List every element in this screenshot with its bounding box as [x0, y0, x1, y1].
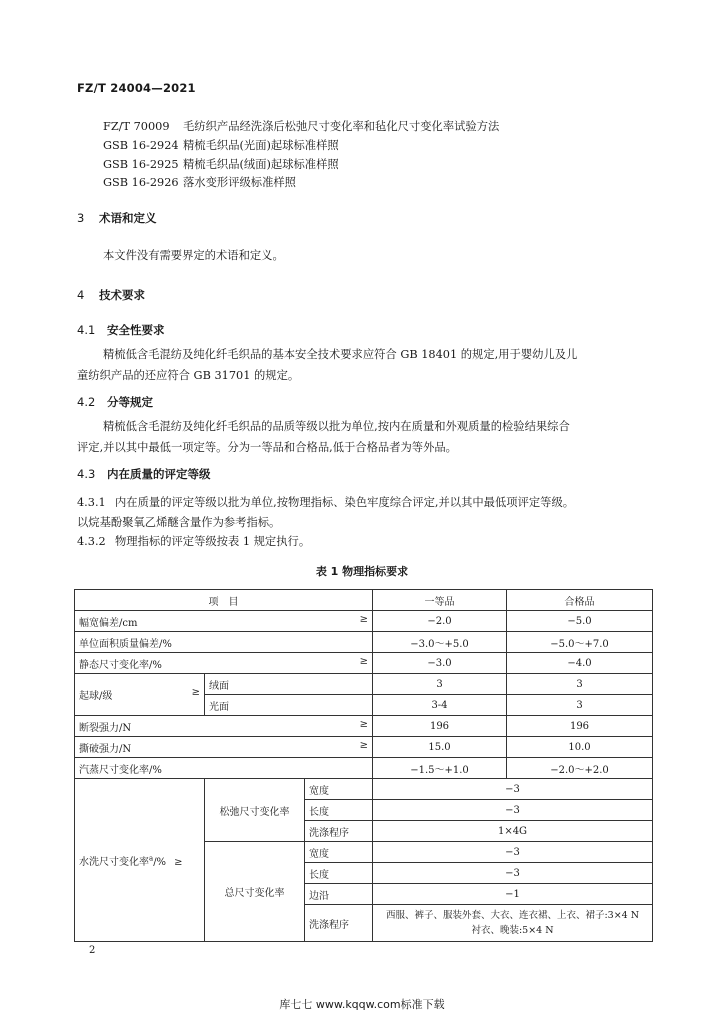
row-sublabel: 绒面	[205, 674, 373, 695]
row-label: 单位面积质量偏差/%	[75, 632, 373, 653]
cell-qualified: −4.0	[507, 653, 653, 674]
row-sublabel: 宽度	[305, 779, 373, 800]
section-3-heading: 3 术语和定义	[77, 211, 157, 225]
cell-merged: −3	[373, 800, 653, 821]
reference-code: GSB 16-2925	[103, 158, 179, 171]
cell-qualified: 3	[507, 695, 653, 716]
row-sublabel: 洗涤程序	[305, 821, 373, 842]
reference-code: FZ/T 70009	[103, 120, 170, 133]
section-4-3-heading: 4.3 内在质量的评定等级	[77, 467, 211, 481]
table-row	[75, 674, 653, 695]
cell-first: 15.0	[373, 737, 507, 758]
cell-merged: −3	[373, 842, 653, 863]
section-4-2-heading: 4.2 分等规定	[77, 395, 153, 409]
row-sublabel: 洗涤程序	[305, 905, 373, 942]
cell-first: −3.0～+5.0	[373, 632, 507, 653]
cell-qualified: 10.0	[507, 737, 653, 758]
table-row	[75, 716, 653, 737]
physical-indicators-table	[74, 589, 653, 942]
section-4-1-text-line1: 精梳低含毛混纺及纯化纤毛织品的基本安全技术要求应符合 GB 18401 的规定,用于婴幼儿及儿	[103, 348, 578, 361]
cell-qualified: −5.0～+7.0	[507, 632, 653, 653]
cell-qualified: −2.0～+2.0	[507, 758, 653, 779]
section-4-1-text-line2: 童纺织产品的还应符合 GB 31701 的规定。	[77, 369, 300, 382]
cell-first: 196	[373, 716, 507, 737]
row-label: 静态尺寸变化率/% ≥	[75, 653, 373, 674]
reference-item	[103, 174, 296, 190]
reference-code: GSB 16-2926	[103, 176, 179, 189]
footer-watermark: 库七七 www.kqqw.com标准下载	[279, 998, 445, 1011]
cell-merged: −3	[373, 863, 653, 884]
row-label: 汽蒸尺寸变化率/%	[75, 758, 373, 779]
reference-code: GSB 16-2924	[103, 139, 179, 152]
row-sublabel: 边沿	[305, 884, 373, 905]
cell-merged: −3	[373, 779, 653, 800]
standard-number: FZ/T 24004—2021	[77, 81, 196, 95]
cell-qualified: −5.0	[507, 611, 653, 632]
header-qualified: 合格品	[507, 590, 653, 611]
section-4-2-text-line1: 精梳低含毛混纺及纯化纤毛织品的品质等级以批为单位,按内在质量和外观质量的检验结果综合	[103, 420, 570, 433]
cell-first: −1.5～+1.0	[373, 758, 507, 779]
table-row	[75, 758, 653, 779]
header-first-grade: 一等品	[373, 590, 507, 611]
row-sublabel: 长度	[305, 863, 373, 884]
reference-title: 毛纺织产品经洗涤后松弛尺寸变化率和毡化尺寸变化率试验方法	[183, 120, 500, 133]
cell-first: 3-4	[373, 695, 507, 716]
header-item: 项 目	[75, 590, 373, 611]
row-sublabel: 宽度	[305, 842, 373, 863]
reference-item	[103, 137, 339, 153]
table-header-row	[75, 590, 653, 611]
row-group-label: 松弛尺寸变化率	[205, 779, 305, 842]
section-4-1-heading: 4.1 安全性要求	[77, 323, 165, 337]
cell-first: −2.0	[373, 611, 507, 632]
reference-title: 精梳毛织品(绒面)起球标准样照	[183, 158, 339, 171]
row-sublabel: 长度	[305, 800, 373, 821]
row-label: 起球/级 ≥	[75, 674, 205, 716]
cell-merged: 1×4G	[373, 821, 653, 842]
table-row	[75, 611, 653, 632]
reference-item	[103, 118, 499, 134]
cell-first: 3	[373, 674, 507, 695]
row-sublabel: 光面	[205, 695, 373, 716]
section-4-3-2-text: 4.3.2 物理指标的评定等级按表 1 规定执行。	[77, 535, 311, 548]
page-number: 2	[89, 945, 96, 956]
table-row	[75, 779, 653, 800]
table-row	[75, 653, 653, 674]
row-label: 断裂强力/N ≥	[75, 716, 373, 737]
reference-title: 精梳毛织品(光面)起球标准样照	[183, 139, 339, 152]
row-label: 撕破强力/N ≥	[75, 737, 373, 758]
row-group-label: 总尺寸变化率	[205, 842, 305, 942]
cell-qualified: 196	[507, 716, 653, 737]
section-4-heading: 4 技术要求	[77, 288, 145, 302]
table-row	[75, 632, 653, 653]
row-label: 幅宽偏差/cm ≥	[75, 611, 373, 632]
section-3-text: 本文件没有需要界定的术语和定义。	[103, 249, 284, 262]
cell-first: −3.0	[373, 653, 507, 674]
cell-qualified: 3	[507, 674, 653, 695]
cell-merged: −1	[373, 884, 653, 905]
row-label: 水洗尺寸变化率$^a$/% ≥	[75, 779, 205, 942]
table-row	[75, 737, 653, 758]
section-4-2-text-line2: 评定,并以其中最低一项定等。分为一等品和合格品,低于合格品者为等外品。	[77, 441, 457, 454]
reference-title: 落水变形评级标准样照	[183, 176, 296, 189]
cell-merged: 西服、裤子、服装外套、大衣、连衣裙、上衣、裙子:3×4 N 衬衣、晚装:5×4 N	[373, 905, 653, 942]
table-caption: 表 1 物理指标要求	[315, 565, 409, 578]
section-4-3-1-text-line1: 4.3.1 内在质量的评定等级以批为单位,按物理指标、染色牢度综合评定,并以其中最低项评定等级。	[77, 496, 575, 509]
reference-item	[103, 156, 339, 172]
section-4-3-1-text-line2: 以烷基酚聚氧乙烯醚含量作为参考指标。	[77, 516, 281, 529]
